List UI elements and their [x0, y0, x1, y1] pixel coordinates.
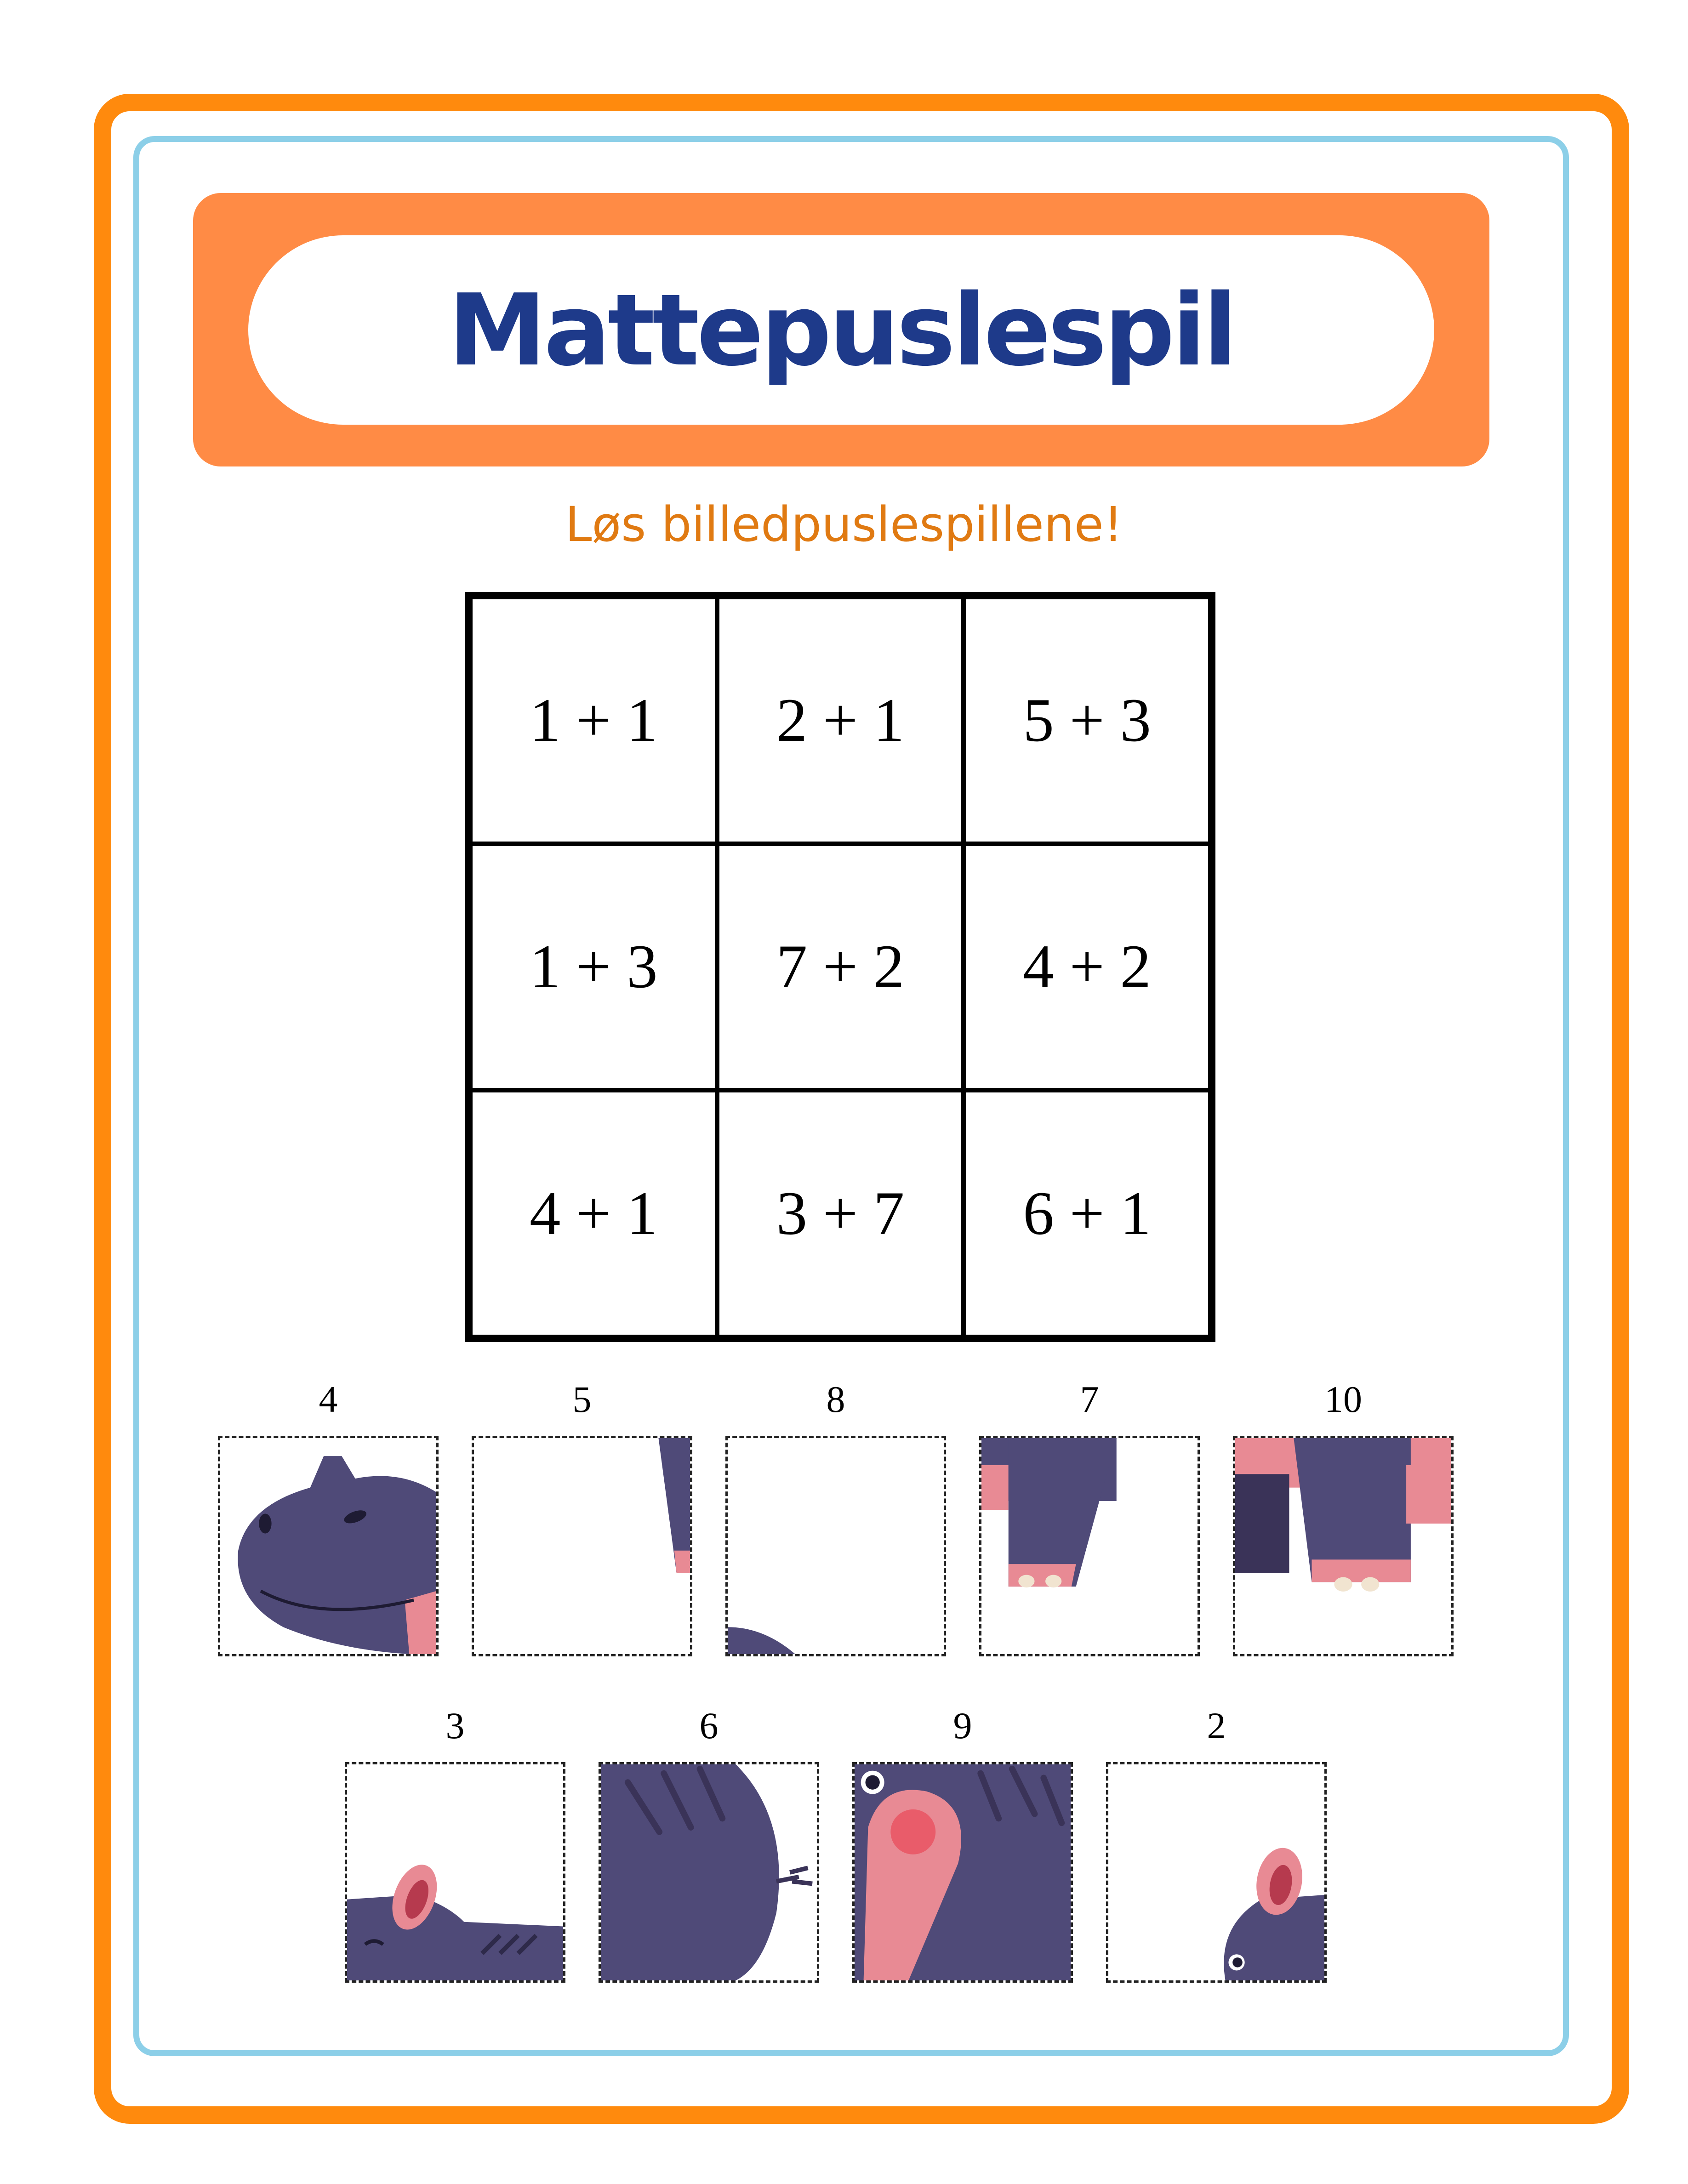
puzzle-cell: 4 + 1 — [470, 1090, 717, 1337]
page-title: Mattepuslespil — [448, 272, 1235, 388]
piece-label: 6 — [699, 1705, 719, 1746]
puzzle-cell: 5 + 3 — [964, 597, 1210, 844]
puzzle-cell: 1 + 3 — [470, 844, 717, 1091]
puzzle-piece-hippo-face[interactable] — [1106, 1762, 1327, 1983]
piece-label: 10 — [1324, 1378, 1362, 1420]
piece-label: 2 — [1207, 1705, 1226, 1746]
puzzle-cell: 3 + 7 — [717, 1090, 964, 1337]
piece-label: 8 — [826, 1378, 845, 1420]
piece-label: 4 — [319, 1378, 338, 1420]
puzzle-piece-hippo-back-legs[interactable] — [1233, 1436, 1454, 1656]
puzzle-cell: 6 + 1 — [964, 1090, 1210, 1337]
puzzle-piece-hippo-front-legs[interactable] — [979, 1436, 1200, 1656]
puzzle-piece-hippo-head[interactable] — [218, 1436, 439, 1656]
title-pill — [248, 235, 1434, 425]
puzzle-cell: 7 + 2 — [717, 844, 964, 1091]
puzzle-grid — [465, 592, 1215, 1342]
puzzle-cell: 2 + 1 — [717, 597, 964, 844]
instructions: Løs billedpuslespillene! — [565, 496, 1123, 552]
piece-label: 7 — [1080, 1378, 1099, 1420]
puzzle-piece-hippo-rump[interactable] — [599, 1762, 819, 1983]
puzzle-piece-hippo-tail-edge[interactable] — [472, 1436, 692, 1656]
puzzle-cell: 1 + 1 — [470, 597, 717, 844]
title-banner — [193, 193, 1489, 466]
piece-label: 3 — [445, 1705, 465, 1746]
piece-label: 9 — [953, 1705, 972, 1746]
puzzle-piece-hippo-ear[interactable] — [852, 1762, 1073, 1983]
piece-label: 5 — [572, 1378, 592, 1420]
puzzle-cell: 4 + 2 — [964, 844, 1210, 1091]
puzzle-piece-hippo-back[interactable] — [345, 1762, 565, 1983]
puzzle-piece-hippo-corner[interactable] — [725, 1436, 946, 1656]
